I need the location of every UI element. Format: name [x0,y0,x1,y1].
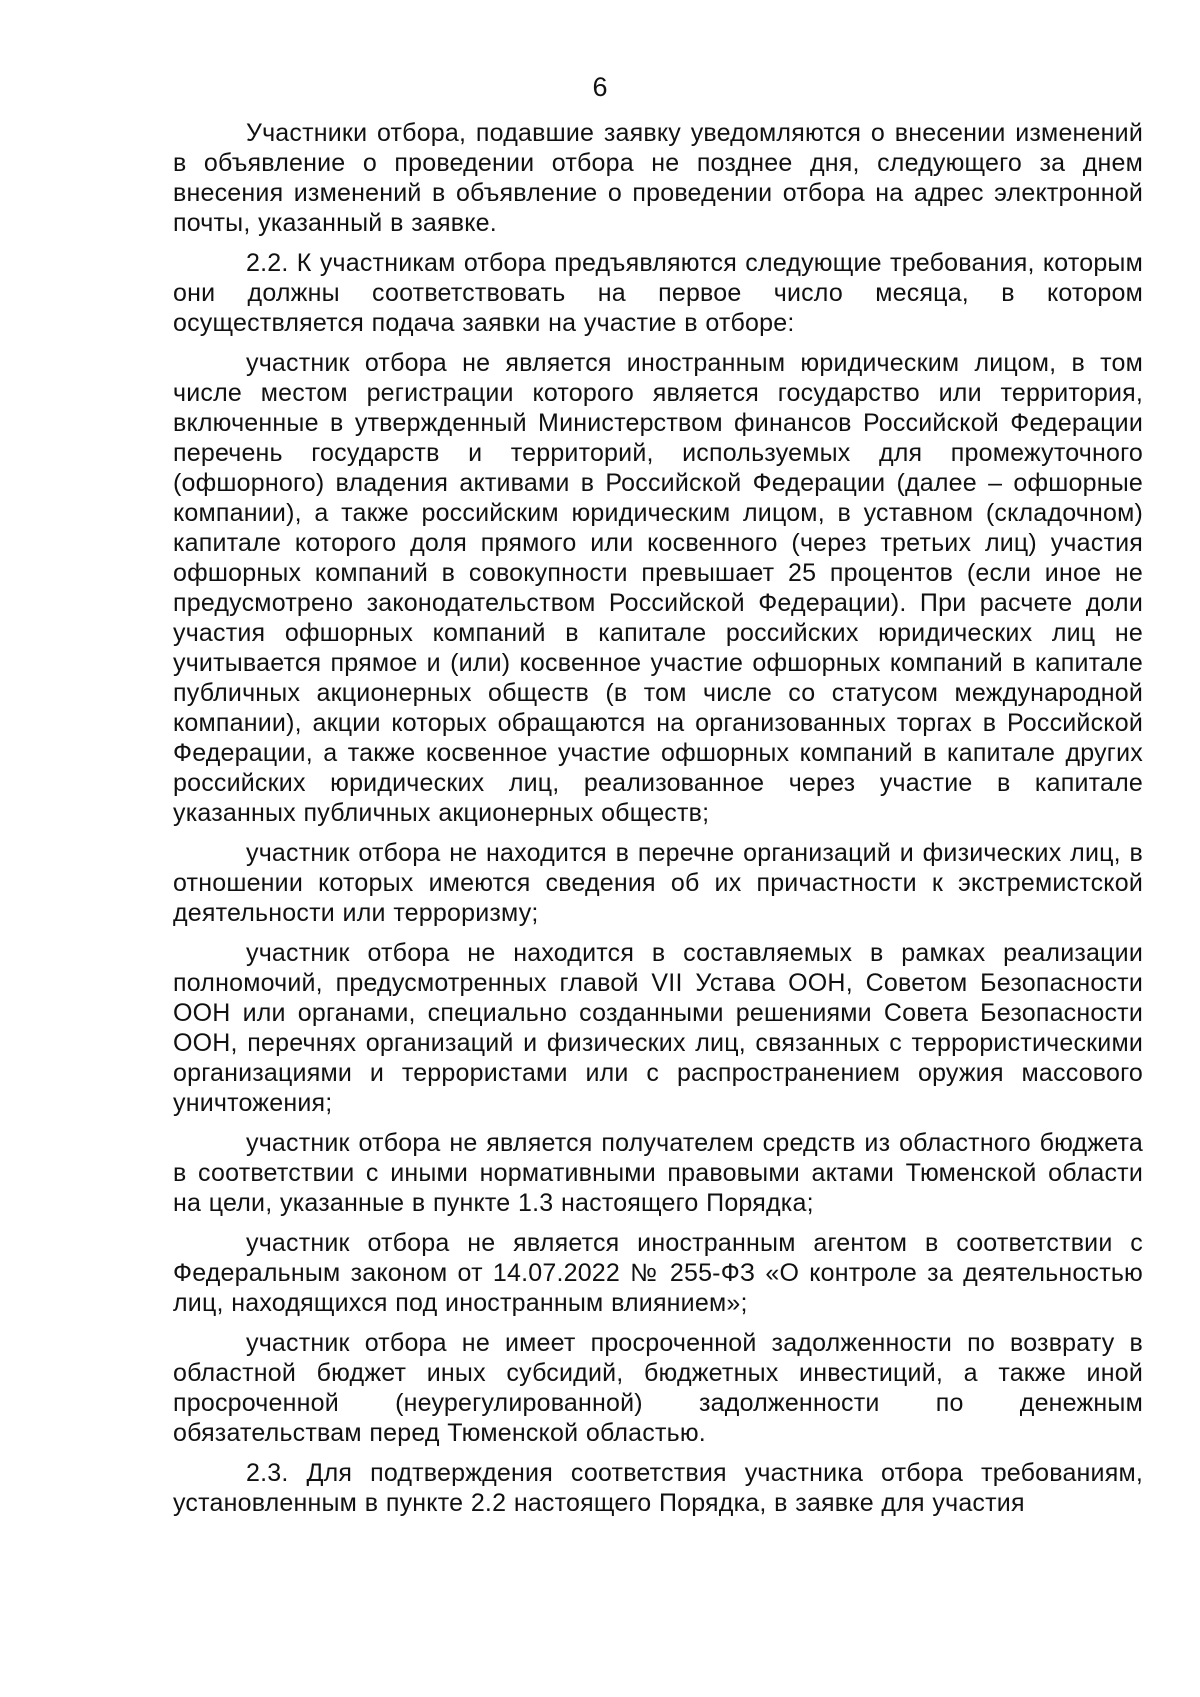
paragraph-regional-budget-recipient: участник отбора не является получателем средств из областного бюджета в соответствии с иными нормативными правовыми актами Тюменской области на цели, указанные в пункте 1.3 настоящего Порядка; [173,1129,1143,1217]
paragraph-foreign-agent: участник отбора не является иностранным агентом в соответствии с Федеральным законом от 14.07.2022 № 255-ФЗ «О контроле за деятельностью лиц, находящихся под иностранным влиянием»; [173,1229,1143,1317]
paragraph-notification-of-changes: Участники отбора, подавшие заявку уведомляются о внесении изменений в объявление о проведении отбора не позднее дня, следующего за днем внесения изменений в объявление о проведении отбора на адрес электронной почты, указанный в заявке. [173,119,1143,237]
page-number: 6 [592,72,608,102]
paragraph-extremism-list: участник отбора не находится в перечне организаций и физических лиц, в отношении которых имеются сведения об их причастности к экстремистской деятельности или терроризму; [173,839,1143,927]
paragraph-overdue-debt: участник отбора не имеет просроченной задолженности по возврату в областной бюджет иных субсидий, бюджетных инвестиций, а также иной просроченной (неурегулированной) задолженности по денежным обязательствам перед Тюменской областью. [173,1329,1143,1447]
document-body [173,118,1143,1528]
paragraph-2-3-confirmation: 2.3. Для подтверждения соответствия участника отбора требованиям, установленным в пункте 2.2 настоящего Порядка, в заявке для участия [173,1459,1143,1517]
paragraph-un-security-council-list: участник отбора не находится в составляемых в рамках реализации полномочий, предусмотренных главой VII Устава ООН, Советом Безопасности ООН или органами, специально созданными решениями Совета Безопасности ООН, перечнях организаций и физических лиц, связанных с террористическими организациями и террористами или с распространением оружия массового уничтожения; [173,939,1143,1117]
paragraph-2-2-requirements: 2.2. К участникам отбора предъявляются следующие требования, которым они должны соответствовать на первое число месяца, в котором осуществляется подача заявки на участие в отборе: [173,249,1143,337]
paragraph-offshore-companies: участник отбора не является иностранным юридическим лицом, в том числе местом регистрации которого является государство или территория, включенные в утвержденный Министерством финансов Российской Федерации перечень государств и территорий, используемых для промежуточного (офшорного) владения активами в Российской Федерации (далее – офшорные компании), а также российским юридическим лицом, в уставном (складочном) капитале которого доля прямого или косвенного (через третьих лиц) участия офшорных компаний в совокупности превышает 25 процентов (если иное не предусмотрено законодательством Российской Федерации). При расчете доли участия офшорных компаний в капитале российских юридических лиц не учитывается прямое и (или) косвенное участие офшорных компаний в капитале публичных акционерных обществ (в том числе со статусом международной компании), акции которых обращаются на организованных торгах в Российской Федерации, а также косвенное участие офшорных компаний в капитале других российских юридических лиц, реализованное через участие в капитале указанных публичных акционерных обществ; [173,349,1143,827]
